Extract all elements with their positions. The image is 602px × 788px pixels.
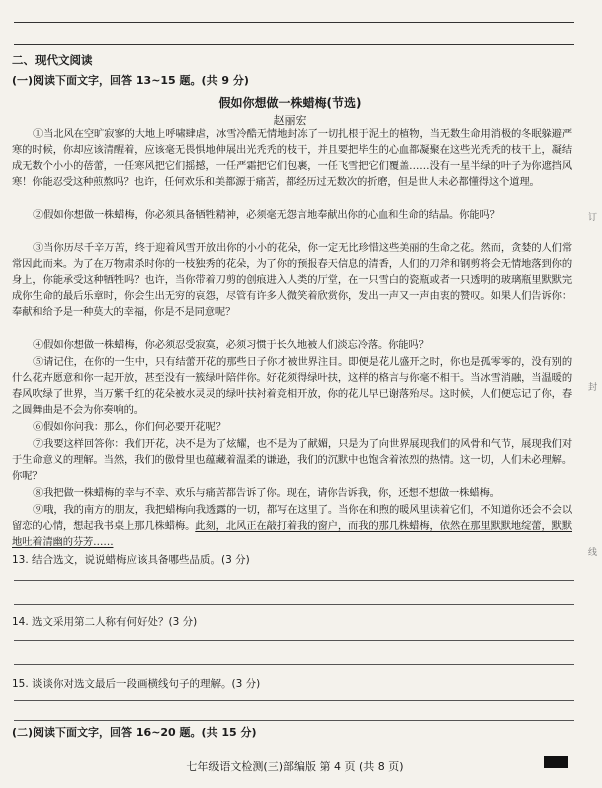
paragraph-4: ④假如你想做一株蜡梅，你必须忍受寂寞，必须习惯于长久地被人们淡忘冷落。你能吗？: [33, 339, 429, 351]
paragraph-2: ②假如你想做一株蜡梅，你必须具备牺牲精神，必须毫无怨言地奉献出你的心血和生命的结晶。你能吗？: [33, 209, 500, 221]
part2-instruction: (二)阅读下面文字，回答 16~20 题。(共 15 分): [12, 726, 257, 739]
section-heading: 二、现代文阅读: [12, 53, 93, 67]
question-14: 14. 选文采用第二人称有何好处？(3 分): [12, 616, 198, 628]
answer-line[interactable]: [14, 700, 574, 701]
answer-line[interactable]: [14, 640, 574, 641]
paragraph-6: ⑥假如你问我：那么，你们何必要开花呢？: [33, 421, 226, 433]
page-footer: 七年级语文检测(三)部编版 第 4 页 (共 8 页): [186, 760, 404, 773]
black-marker: [544, 756, 568, 768]
binding-margin-char: 线: [588, 548, 598, 558]
binding-margin-char: 订: [588, 213, 598, 223]
article-title: 假如你想做一株蜡梅(节选): [218, 96, 362, 110]
answer-line[interactable]: [14, 664, 574, 665]
top-answer-line: [14, 44, 574, 45]
paragraph-1: ①当北风在空旷寂寥的大地上呼啸肆虐，冰雪冷酷无情地封冻了一切扎根于泥土的植物，当无数生命用消极的冬眠躲避严寒的时候，你却应该清醒着，应该毫无畏惧地伸展出光秃秃的枝干，并且要把毕生的心血都凝聚在这些光秃秃的枝干上，凝结成无数个小小的蓓蕾，一任寒风把它们摇撼，一任严霜把它们包裹，一任飞雪把它们覆盖……没有一星半绿的叶子为你遮挡风寒！你能忍受这种煎熬吗？也许，任何欢乐和美都源于痛苦，都经历过无数次的折磨，但是世人未必都懂得这个道理。: [12, 128, 572, 188]
question-13: 13. 结合选文，说说蜡梅应该具备哪些品质。(3 分): [12, 554, 250, 566]
question-15: 15. 谈谈你对选文最后一段画横线句子的理解。(3 分): [12, 678, 261, 690]
paragraph-3: ③当你历尽千辛万苦，终于迎着风雪开放出你的小小的花朵，你一定无比珍惜这些美丽的生命之花。然而，贪婪的人们常常因此而来。为了在万物肃杀时你的一枝独秀的花朵，为了你的预报春天信息的清香，人们的刀斧和钢剪将会无情地落到你的身上，你能承受这种牺牲吗？也许，当你带着刀剪的创痕进入人类的厅堂，在一只雪白的瓷瓶或者一只透明的玻璃瓶里默默完成你生命的最后乐章时，你会生出无穷的哀怨，尽管有许多人微笑着欣赏你，发出一声又一声由衷的赞叹。如果人们告诉你：奉献和给予是一种莫大的幸福，你是不是同意呢？: [12, 242, 572, 318]
paragraph-9: [12, 502, 572, 550]
paragraph-7: ⑦我要这样回答你：我们开花，决不是为了炫耀，也不是为了献媚，只是为了向世界展现我们的风骨和气节，展现我们对于生命意义的理解。当然，我们的傲骨里也蕴藏着温柔的谦逊，我们的沉默中也饱含着浓烈的热情。这一切，人们未必理解。你呢？: [12, 438, 572, 482]
top-answer-line: [14, 22, 574, 23]
part1-instruction: (一)阅读下面文字，回答 13~15 题。(共 9 分): [12, 74, 249, 87]
binding-margin-char: 封: [588, 383, 598, 393]
paragraph-9-text: ⑨哦，我的南方的朋友，我把蜡梅向我透露的一切，都写在这里了。当你在和煦的暖风里读着它们，不知道你还会不会以留恋的心情，想起我书桌上那几株蜡梅。: [12, 504, 572, 532]
answer-line[interactable]: [14, 604, 574, 605]
answer-line[interactable]: [14, 720, 574, 721]
answer-line[interactable]: [14, 580, 574, 581]
paragraph-8: ⑧我把做一株蜡梅的幸与不幸、欢乐与痛苦都告诉了你。现在，请你告诉我，你，还想不想做一株蜡梅。: [33, 487, 500, 499]
article-author: 赵丽宏: [273, 114, 307, 127]
underlined-sentence: 此刻，北风正在敲打着我的窗户，而我的那几株蜡梅，依然在那里默默地绽蕾，默默地吐着清幽的芬芳……: [12, 520, 572, 548]
paragraph-5: ⑤请记住，在你的一生中，只有结蕾开花的那些日子你才被世界注目。即便是花儿盛开之时，你也是孤零零的，没有别的什么花卉愿意和你一起开放，甚至没有一簇绿叶陪伴你。好花须得绿叶扶，这样的格言与你毫不相干。当冰雪消融，当温暖的春风吹绿了世界，当万紫千红的花朵被水灵灵的绿叶扶衬着竞相开放，你的花儿早已谢落殆尽。这时候，人们便忘记了你，春之圆舞曲是不会为你奏响的。: [12, 356, 572, 416]
